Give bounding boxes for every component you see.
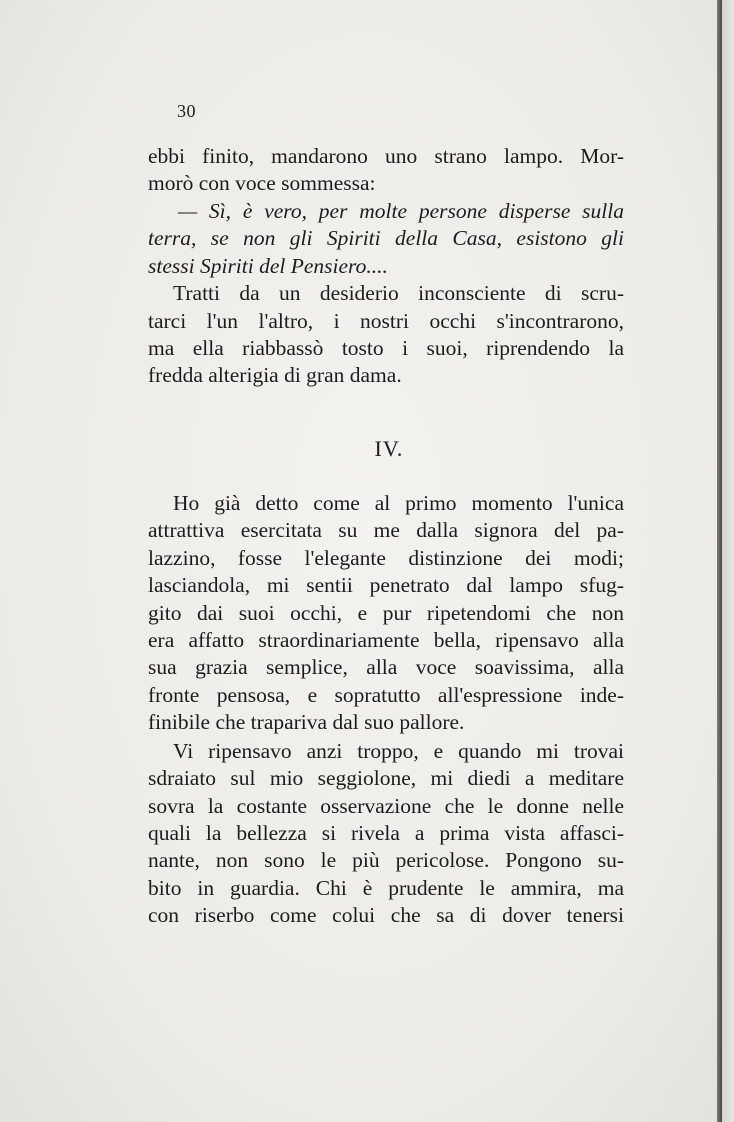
- text-line: ebbi finito, mandarono uno strano lampo. Mor-: [148, 144, 624, 168]
- text-line: Tratti da un desiderio inconsciente di scru-: [173, 281, 624, 305]
- text-line: bito in guardia. Chi è prudente le ammira, ma: [148, 876, 624, 900]
- text-line: fredda alterigia di gran dama.: [148, 363, 402, 387]
- page-edge: [717, 0, 722, 1122]
- text-line: Ho già detto come al primo momento l'unica: [173, 491, 624, 515]
- page-edge-shadow: [722, 0, 734, 1122]
- text-line: con riserbo come colui che sa di dover tenersi: [148, 903, 624, 927]
- text-line: stessi Spiriti del Pensiero....: [148, 254, 388, 278]
- text-line: era affatto straordinariamente bella, ripensavo alla: [148, 628, 624, 652]
- text-line: — Sì, è vero, per molte persone disperse sulla: [178, 199, 624, 223]
- text-line: finibile che trapariva dal suo pallore.: [148, 710, 465, 734]
- text-line: morò con voce sommessa:: [148, 171, 376, 195]
- text-line: lazzino, fosse l'elegante distinzione dei modi;: [148, 546, 624, 570]
- text-line: sovra la costante osservazione che le donne nelle: [148, 794, 624, 818]
- text-line: gito dai suoi occhi, e pur ripetendomi che non: [148, 601, 624, 625]
- text-line: tarci l'un l'altro, i nostri occhi s'incontrarono,: [148, 309, 624, 333]
- text-line: fronte pensosa, e sopratutto all'espressione inde-: [148, 683, 624, 707]
- text-line: lasciandola, mi sentii penetrato dal lampo sfug-: [148, 573, 624, 597]
- page-number: 30: [177, 101, 196, 121]
- text-line: nante, non sono le più pericolose. Pongono su-: [148, 848, 624, 872]
- text-line: terra, se non gli Spiriti della Casa, esistono gli: [148, 226, 624, 250]
- text-line: sdraiato sul mio seggiolone, mi diedi a meditare: [148, 766, 624, 790]
- text-line: sua grazia semplice, alla voce soavissima, alla: [148, 655, 624, 679]
- text-line: attrattiva esercitata su me dalla signora del pa-: [148, 518, 624, 542]
- text-line: Vi ripensavo anzi troppo, e quando mi trovai: [173, 739, 624, 763]
- text-line: ma ella riabbassò tosto i suoi, riprendendo la: [148, 336, 624, 360]
- text-line: quali la bellezza si rivela a prima vista affasci-: [148, 821, 624, 845]
- chapter-heading: IV.: [374, 436, 404, 461]
